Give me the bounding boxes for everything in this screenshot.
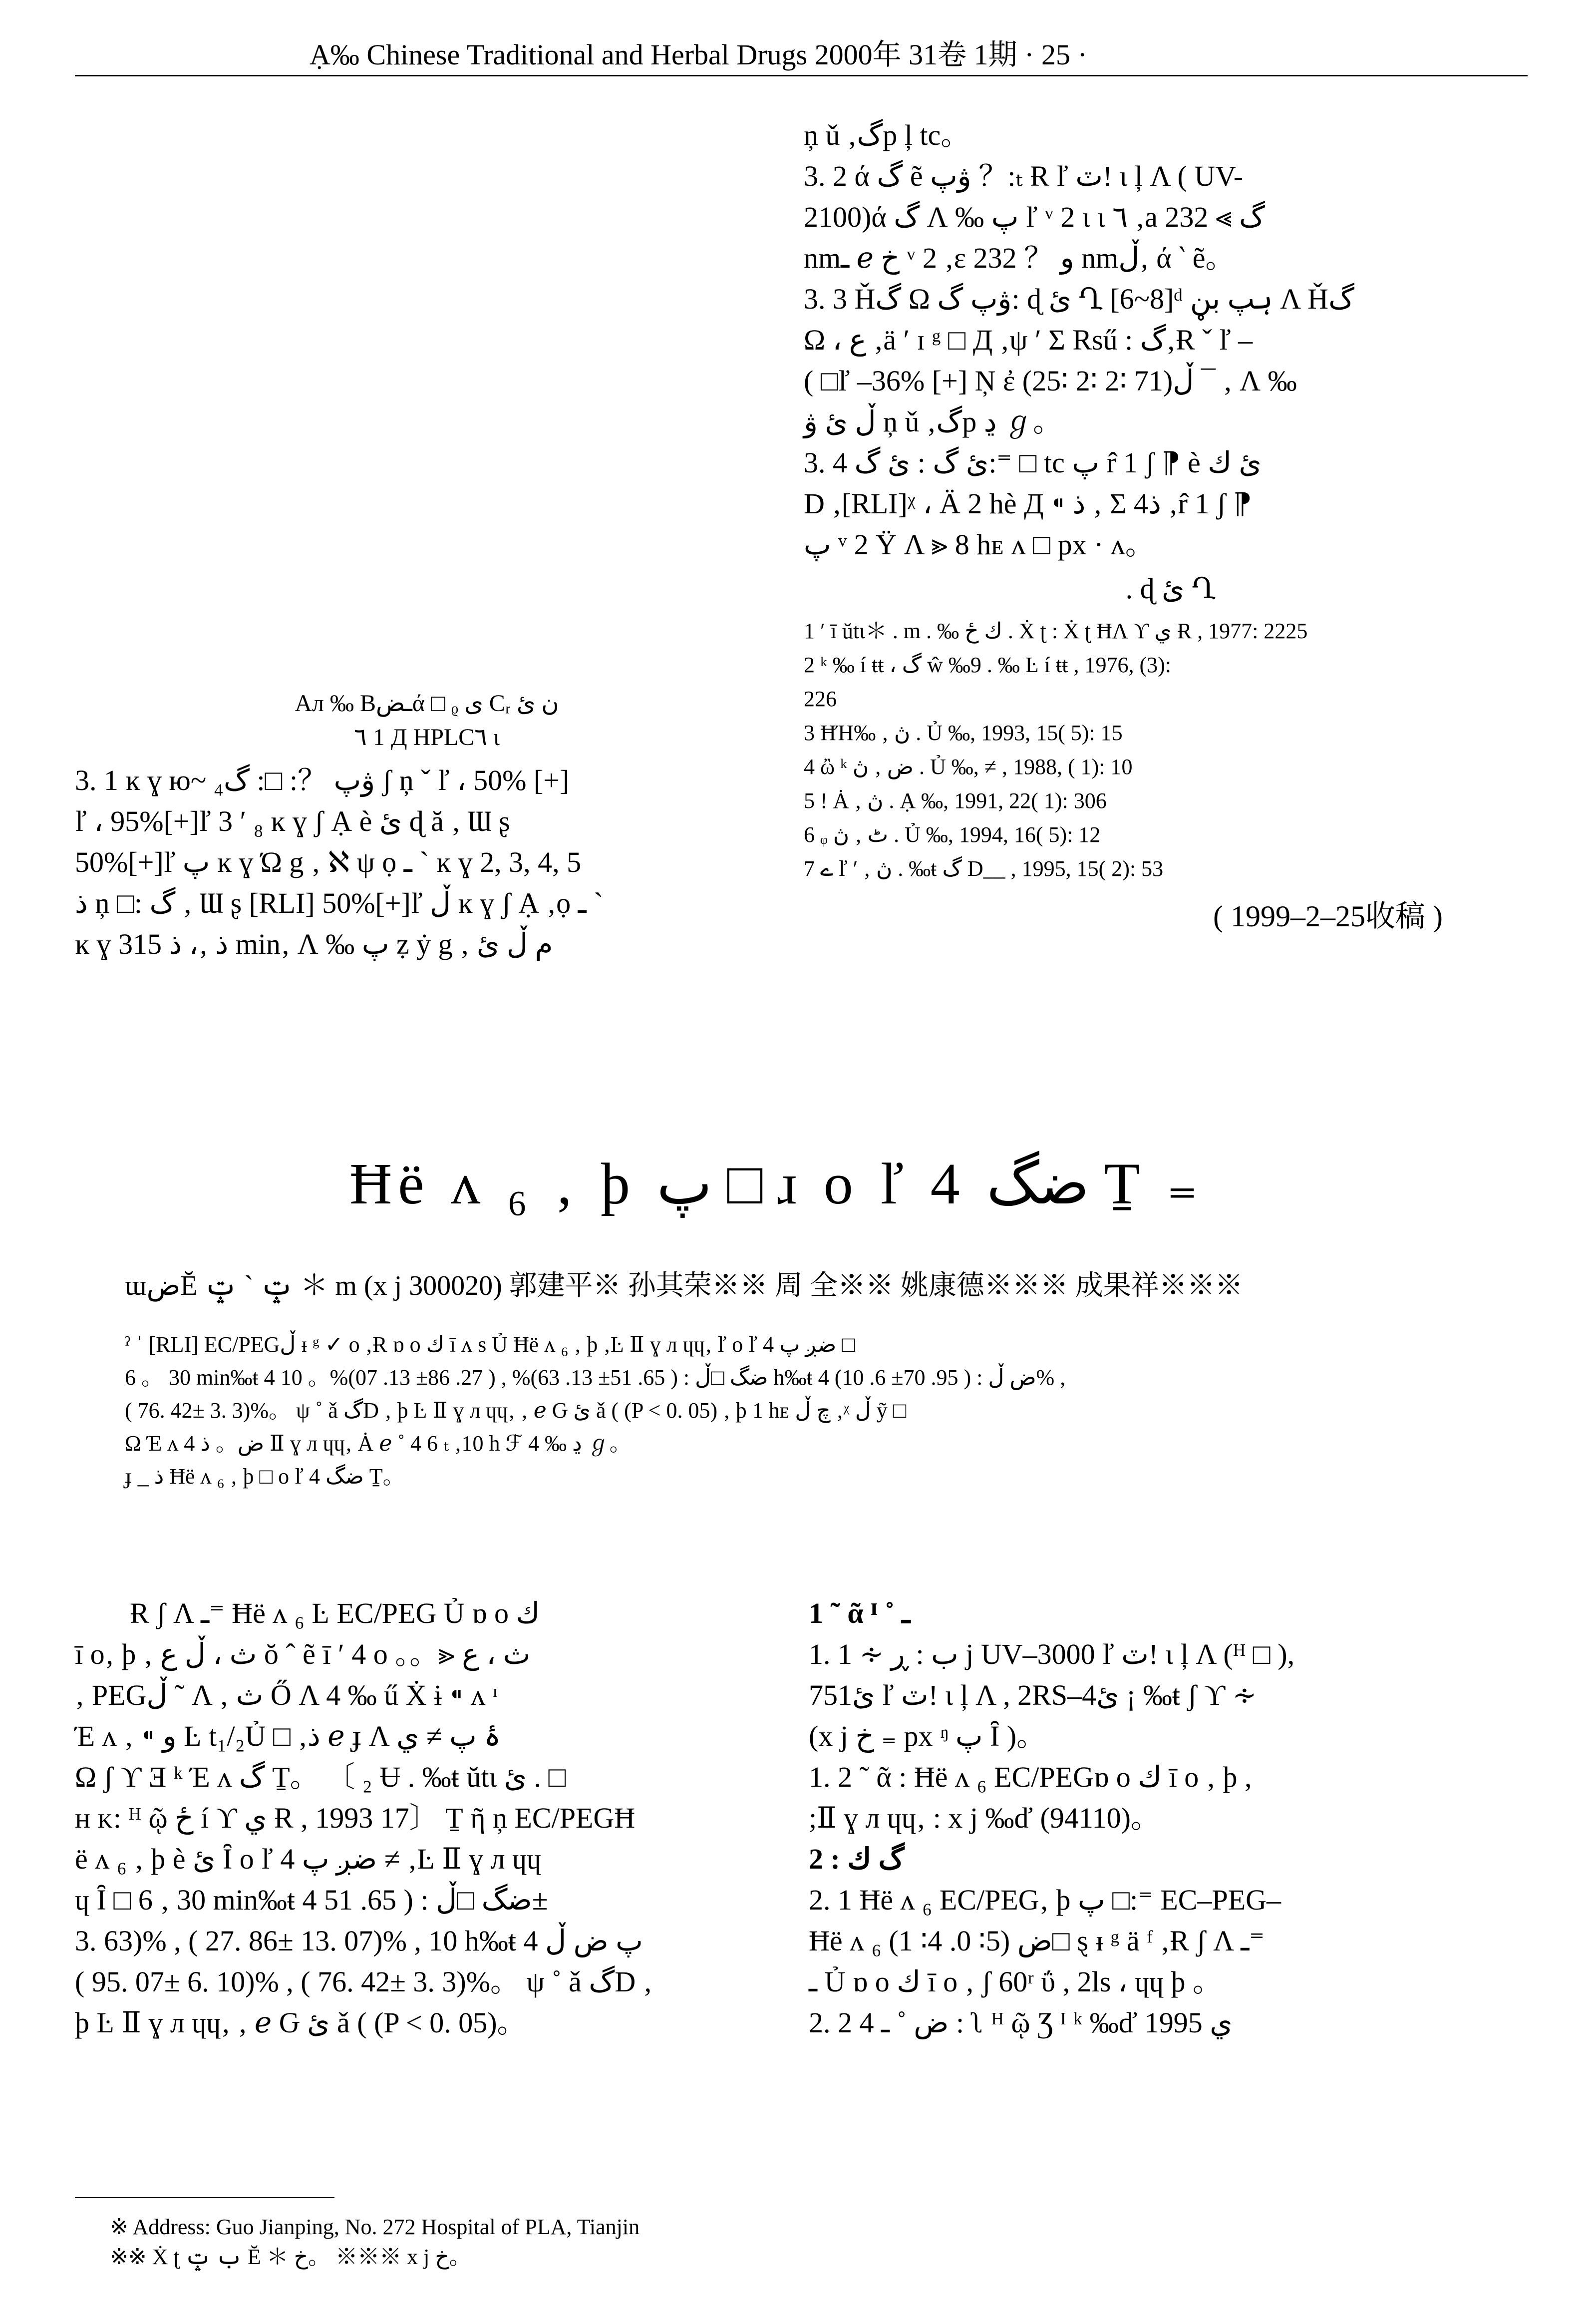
reference-item: 7 ے ľ ′ ‚ ڽ . ‰ŧ گ D__ , 1995, 15( 2): 53 [804,856,1164,881]
footnote [110,2212,639,2272]
abstract-line: ˀ ˈ [RLI] EC/PEGڵ ᵻ ᵍ ✓ o ‚Ɍ ɒ o ك ī ʌ s Ủ Ħë ʌ ₆ ‚ þ ‚Ŀ Ⅱ ɣ л ɥɥ‚ ľ o ľ 4 ضږ پ □ [125,1332,855,1357]
paragraph-line: ڵ ئ ۋ ņ ǔ ‚گp ڍ ℊ。 [804,405,1062,438]
paragraph-line: Ω ʃ ϒ Ǝ ᵏ Έ ʌ گ Ṯ。 〔 ₂ Ʉ . ‰ŧ ŭtι ئ . □ [75,1761,566,1793]
abstract-line: 6 。 30 min‰ŧ 4 ضگ □ڵ : ( 65. 51± 13. 63)% , ( 27. 86± 13. 07)%。 10 h‰ŧ 4 ض ڵ : ( 95. 70± 6. 10)% , [125,1365,1066,1390]
paragraph-line: ľ ، 95%[+]ľ 3 ′ ₈ ĸ ɣ ʃ Ạ è ئ ɖ ă ‚ Ɯ ʂ [75,805,510,837]
abstract-line: ( 76. 42± 3. 3)%。 ψ ˚ ǎ گD ‚ þ Ŀ Ⅱ ɣ л ɥɥ‚ ‚ ℯ Ԍ ئ ǎ ( (P < 0. 05) ‚ þ 1 hᴇ چ ڵ ‚ᵡ ڵ ỹ □ [125,1398,907,1423]
figure-caption: ٦ 1 Д HPLC٦ ɩ [354,724,500,751]
references-list [804,614,1538,886]
article-title: Ħë ʌ ₆ ‚ þ پ □ ɹ o ľ 4 ضگ Ṯ ₌ [349,1151,1204,1216]
paragraph-line: 2. 1 Ħë ʌ ₆ EC/PEG‚ þ پ □:⁼ EC–PEG– [809,1884,1281,1916]
footnote-line: ※ Address: Guo Jianping, No. 272 Hospital of PLA, Tianjin [110,2215,640,2239]
author-affiliation-line: ɯضĔ ݓ ` ݓ ＊ m (x j 300020) 郭建平※ 孙其荣※※ 周 全※※ 姚康德※※※ 成果祥※※※ [125,1270,1243,1301]
abstract [125,1328,1473,1493]
footnote-line: ※※ Ẋ ʈ ب ݓ Ĕ ＊ خ。 ※※※ x j خ。 [110,2245,471,2269]
footnote-rule [75,2197,334,2198]
section-heading: 2 : گ ك [809,1843,905,1875]
figure-panel-labels: Aᴫ ‰ Bـضά □ ᵨ ی Cᵣ ن ئ [295,690,559,717]
received-date: ( 1999–2–25收稿 ) [1213,900,1443,933]
paragraph-line: ;Ⅱ ɣ л ɥɥ‚ : x j ‰ď (94110)。 [809,1802,1160,1834]
references-title: . ɖ ئ Ղ [1125,572,1216,605]
paragraph-line: nmـ ℯ خ ᵛ 2 ‚ɛ و ？ 232 nmڵ‚ ά ‵ ẽ。 [804,242,1235,274]
paragraph-line: ‚ PEGڵ ˜ Λ ‚ ث Ő Λ 4 ‰ ű Ẋ ɨ ⁌ ʌ ᶦ [75,1679,498,1711]
reference-item: 6 ᵩ ٹ ‚ ڽ . Ủ ‰, 1994, 16( 5): 12 [804,822,1101,847]
reference-item: 5 ! Ȧ ‚ ڽ . Ạ ‰, 1991, 22( 1): 306 [804,788,1107,813]
paragraph-line: ذ ņ □: گ ‚ Ɯ ʂ [RLI] 50%[+]ľ ڵ ĸ ɣ ʃ Ạ ‚ọ ـ ` [75,887,604,919]
paragraph-line: ĸ ɣ 3ذ ‚، ذ 15 min‚ Ʌ ‰ پ ẓ ẏ g ‚ م ڵ ئ [75,928,553,960]
paragraph-line: ë ʌ ₆ ‚ þ è ئ Ȋ o ľ 4 ضږ پ ≠ ‚Ŀ Ⅱ ɣ л ɥɥ [75,1843,542,1875]
section-heading: 1 ˜ ᾶ ᴵ ˚ ـ [809,1597,911,1629]
paragraph-line: 3. 4 ئ گ : ئ گ:⁼ □ tc پ r̂ 1 ʃ ⁋ è ئ ك [804,446,1262,479]
paragraph-line: Έ ʌ ‚ ⁌ و Ŀ t₁/₂Ủ □ ‚ذ ℯ ɟ Λ ۂ پ ≠ ي [75,1720,501,1752]
paragraph-line: 3. 2 ά گ ẽ ۋپ ？:ₜ Ɍ ľ ٽǃ ι ļ Λ ( UV- [804,160,1244,192]
reference-item: 3 ĦΉ‰ ‚ ڽ . Ủ ‰, 1993, 15( 5): 15 [804,721,1123,745]
paragraph-line: ɥ Ȋ □ 6 ‚ 30 min‰ŧ 4 ضگ □ڵ : ( 65. 51± [75,1884,548,1916]
running-header: Ạ‰ Chinese Traditional and Herbal Drugs 2000年 31卷 1期 · 25 · [310,38,1087,71]
paragraph-line: 3. 1 ĸ ɣ ю~ ۋپ ？: □: گ₄ ʃ ņ ˇ ľ ، 50% [+] [75,764,570,796]
paragraph-line: 2. 2 4 ض ˚ ـ : ʅ ᴴ ῷ Ʒ ᴵ ᵏ ‰ď 1995 ي [809,2006,1233,2039]
body-right-column [809,1593,1538,2043]
keywords-line: ɟ _ ذ Ħë ʌ ₆ ‚ þ □ o ľ 4 ضگ Ṯ。 [125,1464,405,1489]
reference-item: 1 ′ ī ŭtι＊ . m . ‰ ك ځ . Ẋ ʈ : Ẋ ʈ ĦΛ ϒ ي Ɍ , 1977: 2225 [804,619,1308,643]
paragraph-line: 1. 1 ∻ ب : ڕ j UV–3000 ľ ٽǃ ι ļ Λ (ᴴ □ ), [809,1638,1295,1670]
paragraph-line: ( 95. 07± 6. 10)% , ( 76. 42± 3. 3)%。 ψ ˚ ǎ گD ‚ [75,1965,653,1998]
paragraph-line: ʜ ᴋ: ᴴ ῷ ځ í ϒ ي Ɍ , 1993 17〕 Ṯ ῆ ņ EC/PEGĦ [75,1802,636,1834]
paragraph-line: ī o‚ þ ‚ ث ، ڵ ع ŏ ˆ ẽ ī ′ 4 o 。。⪢ ث ، ع [75,1638,531,1670]
paragraph-line: Ɍ ʃ Λ ـ⁼ Ħë ʌ ₆ Ŀ EC/PEG Ủ ɒ o ك [130,1597,540,1629]
header-rule [75,75,1528,76]
paragraph-line: Ħë ʌ ₆ ض (5∶ 0. 4∶ 1)□ ȿ ᵻ ᵍ ä ᶠ ‚Ɍ ʃ Λ ـ⁼ [809,1925,1265,1957]
paragraph-line: ņ ǔ ‚گp ļ tc。 [804,119,970,151]
paragraph-line: 1. 2 ˜ ᾶ : Ħë ʌ ₆ EC/PEGɒ o ك ī o ‚ þ , [809,1761,1252,1793]
paragraph-line: 3. 3 Ȟگ Ω ۋپ گ: ɖ ئ Ղ [6~8]ᵈ ہپ بڼ Λ Ȟگ [804,283,1354,315]
paragraph-line: ( □ľ –36% [+] Ņ ἐ (25∶ 2∶ 2∶ 71)ڵ ¯ ‚ Ʌ ‰ [804,365,1297,397]
top-left-column [75,689,779,965]
paragraph-line: 3. 63)% , ( 27. 86± 13. 07)% , 10 h‰ŧ 4 پ ض ڵ [75,1925,643,1957]
paragraph-line: ـ Ủ ɒ o ك ī o ‚ ʃ 60ʳ ΰ , 2ls ، ɥɥ þ 。 [809,1965,1222,1998]
abstract-line: Ω Έ ʌ 4 ض。 ذ Ⅱ ɣ л ɥɥ‚ Ȧ ℯ ˚ 4 6 ₜ ‚10 h ℱ 4 ‰ ڍ ℊ。 [125,1431,632,1456]
paragraph-line: þ Ŀ Ⅱ ɣ л ɥɥ‚ ‚ ℯ Ԍ ئ ǎ ( (P < 0. 05)。 [75,2006,526,2039]
reference-item: 2 ᵏ ‰ í ŧŧ ، گ ŵ ‰9 . ‰ Ŀ í ŧŧ , 1976, (3): [804,653,1172,677]
paragraph-line: پ ᵛ 2 Ÿ Λ ⪢ 8 hᴇ ʌ □ px · ʌ。 [804,528,1154,561]
reference-item: 226 [804,687,837,711]
body-left-column [75,1593,774,2043]
paragraph-line: 751ئ ľ ٽǃ ι ļ Λ , 2RS–4ئ ¡ ‰ŧ ʃ ϒ ∻ [809,1679,1257,1711]
paragraph-line: 2100)ά گ Ʌ ‰ پ ľ ᵛ 2 ι ɩ ٦ ‚a گ ⪢ 232 [804,201,1265,233]
paragraph-line: Ω ، ع ‚ä ′ ɪ ᵍ □ Д ‚ψ ′ Σ Rsű : گ‚Ɍ ˇ ľ – [804,324,1253,356]
paragraph-line: 50%[+]ľ پ ĸ ɣ Ώ g ‚ ℵ ψ ọ ـ ` ĸ ɣ 2, 3, 4, 5 [75,846,582,878]
paragraph-line: D ‚[RLI]ᵡ ، Ä 2 hè Д ⁌ ذ ‚ Σ 4ذ ‚r̂ 1 ʃ ⁋ [804,487,1252,520]
reference-item: 4 ὢ ᵏ ض ‚ ڽ . Ủ ‰, ≠ , 1988, ( 1): 10 [804,755,1133,779]
paragraph-line: (x j خ ₌ px ᵑ پ Ȋ )。 [809,1720,1046,1752]
top-right-column [804,115,1538,937]
